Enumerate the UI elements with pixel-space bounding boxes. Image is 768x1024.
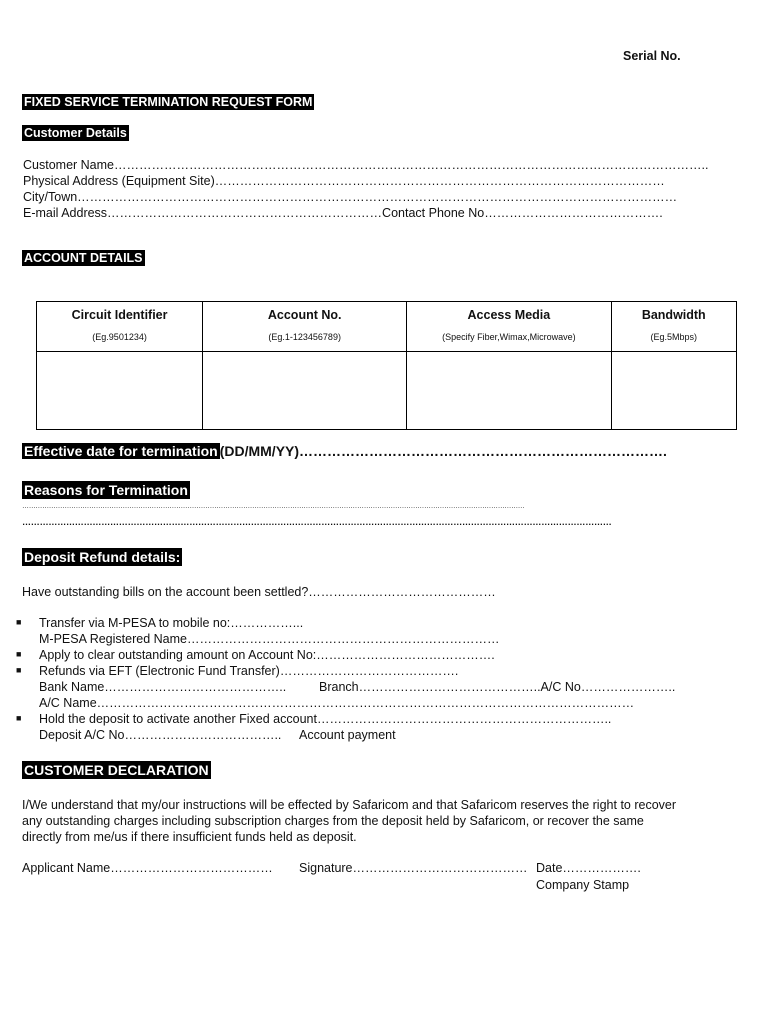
reasons-line-2[interactable]: ………………………………………………………………………………………………………………………………………………………………………………… [22,517,612,527]
bullet-icon: ■ [16,713,22,723]
declaration-text-line-3: directly from me/us if there insufficient funds held as deposit. [22,830,357,844]
column-circuit-identifier [37,302,203,352]
bullet-icon: ■ [16,649,22,659]
customer-declaration-header: CUSTOMER DECLARATION [24,762,209,778]
declaration-text-line-1: I/We understand that my/our instructions will be effected by Safaricom and that Safaricom reserves the right to recover [22,798,677,812]
hold-deposit-option[interactable]: Hold the deposit to activate another Fixed account…………………………………………………………….. [39,712,612,726]
column-title: Bandwidth [641,308,706,322]
ac-name-field[interactable]: A/C Name………………………………………………………………………………………………………………… [39,696,635,710]
date-field[interactable]: Date………………. [536,861,641,875]
reasons-header: Reasons for Termination [24,482,188,498]
deposit-ac-no-field[interactable]: Deposit A/C No……………………………….. [39,728,282,742]
account-payment-label: Account payment [299,728,396,742]
bank-name-field[interactable]: Bank Name…………………………………….. [39,680,287,694]
serial-number-label: Serial No. [623,49,681,63]
account-details-table [36,301,737,430]
transfer-mpesa-option[interactable]: Transfer via M-PESA to mobile no:……………... [39,616,304,630]
column-hint: (Eg.5Mbps) [650,332,698,342]
company-stamp-label: Company Stamp [536,878,630,892]
branch-ac-no-field[interactable]: Branch……………………………………..A/C No………………….. [319,680,676,694]
effective-date-row[interactable] [22,442,667,460]
email-phone-field[interactable]: E-mail Address…………………………………………………………Contact Phone No……………………………………. [23,206,663,220]
eft-refund-option[interactable]: Refunds via EFT (Electronic Fund Transfer)……………………………………. [39,664,459,678]
deposit-refund-header: Deposit Refund details: [24,549,181,565]
account-no-cell[interactable] [203,352,407,430]
column-bandwidth [611,302,736,352]
mpesa-registered-name-field[interactable]: M-PESA Registered Name………………………………………………………………… [39,632,500,646]
bandwidth-cell[interactable] [611,352,736,430]
column-hint: (Specify Fiber,Wimax,Microwave) [442,332,576,342]
table-row [37,352,737,430]
column-title: Account No. [267,308,342,322]
signature-field[interactable]: Signature…………………………………… [299,861,528,875]
access-media-cell[interactable] [407,352,611,430]
declaration-text-line-2: any outstanding charges including subscription charges from the deposit held by Safaricom, or recover the same [22,814,644,828]
applicant-name-field[interactable]: Applicant Name………………………………… [22,861,273,875]
column-access-media [407,302,611,352]
column-hint: (Eg.9501234) [92,332,147,342]
table-header-row [37,302,737,352]
column-hint: (Eg.1-123456789) [268,332,341,342]
physical-address-field[interactable]: Physical Address (Equipment Site)……………………………………………………………………………………………… [23,174,665,188]
city-town-field[interactable]: City/Town……………………………………………………………………………………………………………………………… [23,190,678,204]
column-title: Access Media [467,308,551,322]
effective-date-label: Effective date for termination [24,443,218,459]
circuit-identifier-cell[interactable] [37,352,203,430]
form-title: FIXED SERVICE TERMINATION REQUEST FORM [24,95,313,109]
effective-date-format: (DD/MM/YY)……………………………………………………………………. [219,443,667,459]
bullet-icon: ■ [16,617,22,627]
reasons-line-1[interactable]: ……………………………………………………………………………………………………………………………………………………………………………………………………… [22,503,525,510]
customer-name-field[interactable]: Customer Name…………………………………………………………………………………………………………………………….. [23,158,709,172]
account-details-header: ACCOUNT DETAILS [24,251,143,265]
clear-outstanding-option[interactable]: Apply to clear outstanding amount on Account No:……………………………………. [39,648,495,662]
outstanding-bills-question[interactable]: Have outstanding bills on the account been settled?……………………………………… [22,585,496,599]
column-account-no [203,302,407,352]
bullet-icon: ■ [16,665,22,675]
column-title: Circuit Identifier [71,308,168,322]
customer-details-header: Customer Details [24,126,127,140]
